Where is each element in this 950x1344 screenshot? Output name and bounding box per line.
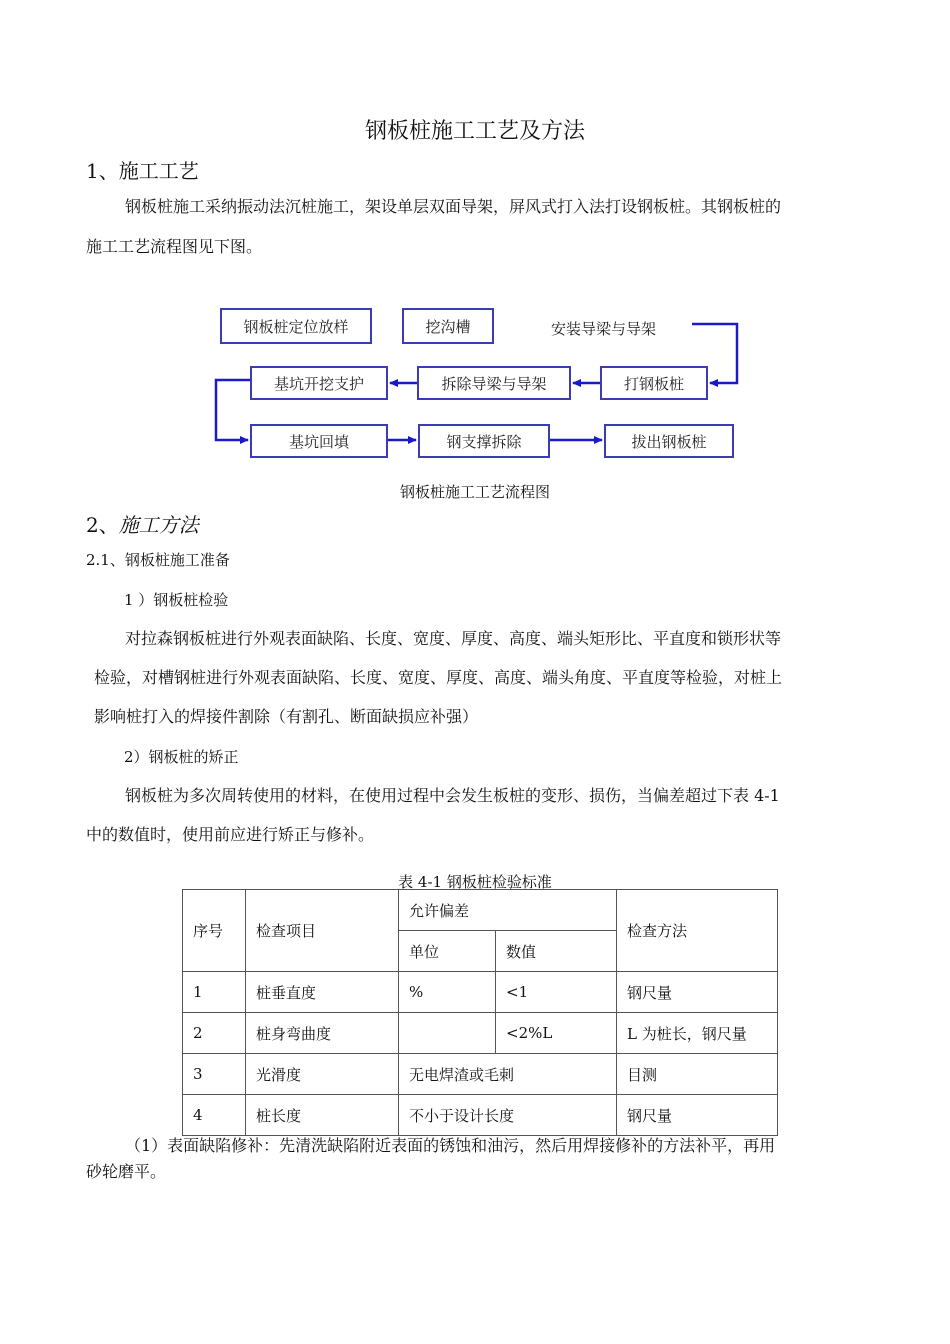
flow-node-backfill: 基坑回填 bbox=[250, 424, 388, 458]
section-2-heading bbox=[86, 509, 199, 538]
cell-item: 桩长度 bbox=[246, 1095, 399, 1136]
table-header-row bbox=[183, 890, 778, 931]
flow-node-trench: 挖沟槽 bbox=[402, 308, 494, 344]
cell-seq: 4 bbox=[183, 1095, 246, 1136]
table-row bbox=[183, 1095, 778, 1136]
header-value: 数值 bbox=[496, 931, 617, 972]
item-1-line-3: 影响桩打入的焊接件割除（有割孔、断面缺损应补强） bbox=[94, 707, 479, 726]
cell-unit bbox=[399, 1013, 496, 1054]
cell-value: <2%L bbox=[496, 1013, 617, 1054]
cell-unit: % bbox=[399, 972, 496, 1013]
header-unit: 单位 bbox=[399, 931, 496, 972]
subsection-2-1: 2.1、钢板桩施工准备 bbox=[86, 551, 230, 569]
item-1-line-1: 对拉森钢板桩进行外观表面缺陷、长度、宽度、厚度、高度、端头矩形比、平直度和锁形状等 bbox=[125, 629, 782, 648]
section-1-para-line-2: 施工工艺流程图见下图。 bbox=[86, 237, 263, 256]
flow-arrow-excavate-to-backfill bbox=[216, 380, 250, 440]
header-tolerance: 允许偏差 bbox=[399, 890, 617, 931]
item-2-title: 2）钢板桩的矫正 bbox=[124, 748, 239, 766]
cell-method: L 为桩长，钢尺量 bbox=[617, 1013, 778, 1054]
cell-value: <1 bbox=[496, 972, 617, 1013]
header-item: 检查项目 bbox=[246, 890, 399, 972]
flow-node-install-guide: 安装导梁与导架 bbox=[551, 320, 657, 338]
flow-node-position: 钢板桩定位放样 bbox=[220, 308, 372, 344]
item-2-line-2: 中的数值时，使用前应进行矫正与修补。 bbox=[86, 825, 375, 844]
cell-tolerance-merged: 无电焊渣或毛刺 bbox=[399, 1054, 617, 1095]
section-1-heading bbox=[86, 155, 199, 184]
table-row bbox=[183, 972, 778, 1013]
table-caption: 表 4-1 钢板桩检验标准 bbox=[398, 873, 552, 891]
table-row bbox=[183, 1013, 778, 1054]
cell-seq: 3 bbox=[183, 1054, 246, 1095]
repair-line-1: （1）表面缺陷修补：先清洗缺陷附近表面的锈蚀和油污，然后用焊接修补的方法补平，再用 bbox=[125, 1136, 776, 1155]
header-seq: 序号 bbox=[183, 890, 246, 972]
section-2-number: 2、 bbox=[86, 513, 119, 537]
section-1-para-line-1: 钢板桩施工采纳振动法沉桩施工，架设单层双面导架，屏风式打入法打设钢板桩。其钢板桩的 bbox=[125, 197, 782, 216]
item-1-line-2: 检验，对槽钢桩进行外观表面缺陷、长度、宽度、厚度、高度、端头角度、平直度等检验，对桩上 bbox=[94, 668, 783, 687]
cell-tolerance-merged: 不小于设计长度 bbox=[399, 1095, 617, 1136]
flow-node-extract-pile: 拔出钢板桩 bbox=[604, 424, 734, 458]
page-title: 钢板桩施工工艺及方法 bbox=[364, 119, 585, 144]
cell-method: 钢尺量 bbox=[617, 972, 778, 1013]
section-1-number: 1、 bbox=[86, 159, 119, 183]
cell-method: 目测 bbox=[617, 1054, 778, 1095]
section-1-title: 施工工艺 bbox=[118, 159, 199, 183]
header-method: 检查方法 bbox=[617, 890, 778, 972]
flow-node-brace-removal: 钢支撑拆除 bbox=[418, 424, 550, 458]
cell-seq: 1 bbox=[183, 972, 246, 1013]
repair-line-2: 砂轮磨平。 bbox=[86, 1162, 167, 1181]
item-2-line-1: 钢板桩为多次周转使用的材料，在使用过程中会发生板桩的变形、损伤，当偏差超过下表 4-1 bbox=[125, 786, 780, 805]
flowchart-caption: 钢板桩施工工艺流程图 bbox=[399, 483, 550, 501]
flow-node-excavate: 基坑开挖支护 bbox=[250, 366, 388, 400]
cell-method: 钢尺量 bbox=[617, 1095, 778, 1136]
cell-seq: 2 bbox=[183, 1013, 246, 1054]
flow-node-remove-guide: 拆除导梁与导架 bbox=[417, 366, 571, 400]
item-1-title: 1 ）钢板桩检验 bbox=[124, 591, 229, 609]
cell-item: 光滑度 bbox=[246, 1054, 399, 1095]
flow-node-drive-pile: 打钢板桩 bbox=[600, 366, 708, 400]
cell-item: 桩垂直度 bbox=[246, 972, 399, 1013]
cell-item: 桩身弯曲度 bbox=[246, 1013, 399, 1054]
inspection-table bbox=[182, 889, 778, 1136]
table-row bbox=[183, 1054, 778, 1095]
section-2-title: 施工方法 bbox=[118, 513, 199, 537]
